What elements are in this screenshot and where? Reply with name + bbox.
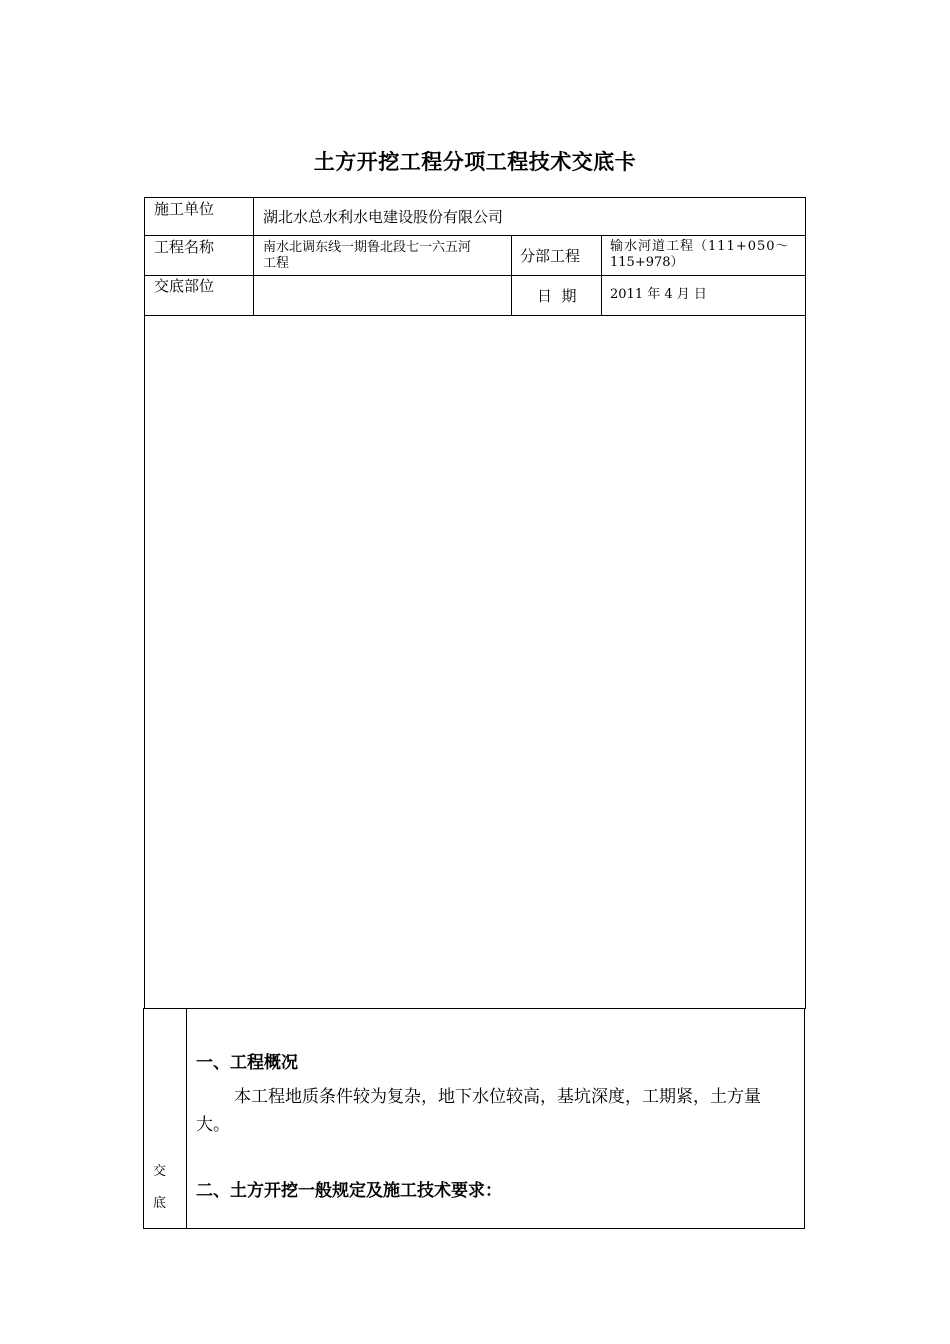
section2-heading: 二、土方开挖一般规定及施工技术要求： (196, 1181, 502, 1201)
section1-heading: 一、工程概况 (196, 1053, 298, 1073)
row-divider (144, 275, 806, 276)
row-divider (144, 235, 806, 236)
sub-project-line2: 115+978） (610, 254, 684, 270)
col-divider (601, 235, 602, 316)
sub-project-line1: 输水河道工程（111+050～ (610, 239, 790, 254)
document-title: 土方开挖工程分项工程技术交底卡 (313, 150, 637, 174)
col-divider (253, 197, 254, 316)
date-value: 2011 年 4 月 日 (610, 287, 707, 302)
section1-para-line2: 大。 (196, 1115, 230, 1135)
row-divider (144, 315, 806, 316)
col-divider (511, 235, 512, 316)
project-name-line2: 工程 (263, 255, 290, 271)
content-col-divider (186, 1008, 187, 1229)
construction-unit-label: 施工单位 (154, 200, 215, 218)
sub-project-label: 分部工程 (520, 247, 581, 265)
header-table (144, 197, 806, 1009)
project-name-value (263, 240, 508, 271)
construction-unit-value: 湖北水总水利水电建设股份有限公司 (263, 208, 504, 226)
section1-paragraph (196, 1083, 799, 1139)
section1-para-line1: 本工程地质条件较为复杂，地下水位较高，基坑深度，工期紧，土方量 (234, 1087, 761, 1107)
project-name-line1: 南水北调东线一期鲁北段七一六五河 (263, 240, 472, 255)
date-label: 日 期 (537, 287, 577, 305)
handover-location-label: 交底部位 (154, 277, 215, 295)
side-label-char1: 交 (153, 1164, 167, 1179)
sub-project-value (610, 239, 805, 270)
project-name-label: 工程名称 (154, 238, 215, 256)
side-label-char2: 底 (153, 1196, 167, 1211)
